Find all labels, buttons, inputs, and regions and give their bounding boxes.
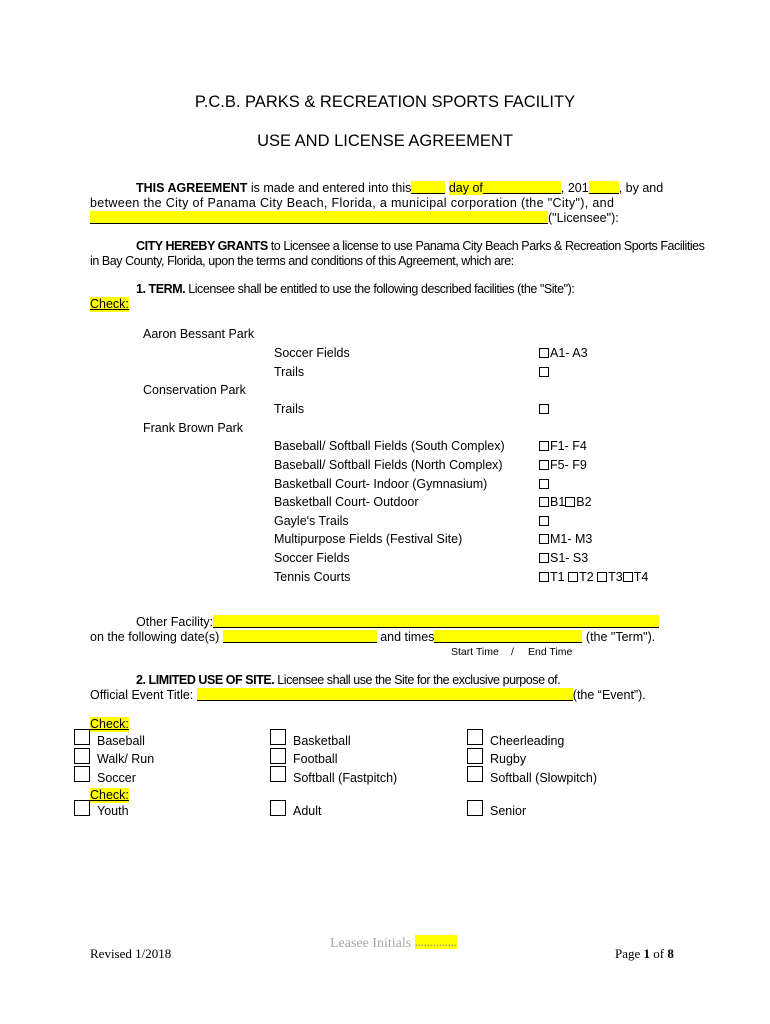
- document-title: P.C.B. PARKS & RECREATION SPORTS FACILITY: [194, 93, 576, 111]
- term-check-label: Check:: [90, 297, 129, 311]
- facility-option-row: [539, 477, 550, 492]
- month-field[interactable]: [483, 181, 561, 194]
- document-subtitle: USE AND LICENSE AGREEMENT: [257, 132, 513, 150]
- term-label: (the "Term").: [585, 630, 656, 644]
- checkbox-t3[interactable]: [597, 572, 607, 582]
- time-separator: /: [511, 646, 514, 658]
- event-title-line: [90, 688, 646, 703]
- dates-label: on the following date(s): [90, 630, 220, 644]
- intro-lead-text: is made and entered into this: [247, 181, 412, 195]
- facility-soccer-fields-fb: Soccer Fields: [274, 551, 350, 565]
- sport-baseball: Baseball: [97, 734, 145, 748]
- day-of-label: day of: [448, 181, 483, 195]
- term-text: Licensee shall be entitled to use the following described facilities (the "Site"):: [185, 282, 575, 296]
- limited-use-text: Licensee shall use the Site for the exclusive purpose of.: [274, 673, 561, 687]
- checkbox-t2[interactable]: [568, 572, 578, 582]
- facility-option-row: B1 B2: [539, 495, 592, 510]
- age-senior: Senior: [490, 804, 527, 818]
- event-title-label: Official Event Title:: [90, 688, 194, 702]
- facility-basketball-outdoor: Basketball Court- Outdoor: [274, 495, 419, 509]
- facility-option-row: T1 T2 T3 T4: [539, 570, 648, 585]
- facility-option-row: S1- S3: [539, 551, 588, 566]
- sport-cheerleading: Cheerleading: [490, 734, 565, 748]
- event-title-field[interactable]: [197, 688, 573, 701]
- checkbox-walk-run[interactable]: [74, 748, 90, 764]
- sport-rugby: Rugby: [490, 752, 527, 766]
- facility-multipurpose: Multipurpose Fields (Festival Site): [274, 532, 463, 546]
- facility-soccer-fields-ab: Soccer Fields: [274, 346, 350, 360]
- page-number: Page 1 of 8: [615, 946, 674, 961]
- start-time-label: Start Time: [451, 646, 499, 658]
- checkbox-gayles-trails[interactable]: [539, 516, 549, 526]
- facility-trails-ab: Trails: [274, 365, 305, 379]
- checkbox-senior[interactable]: [467, 800, 483, 816]
- checkbox-t4[interactable]: [623, 572, 633, 582]
- leasee-initials-field[interactable]: ..............: [414, 935, 457, 949]
- grants-line-1: [136, 239, 705, 254]
- intro-lead: THIS AGREEMENT: [136, 181, 248, 195]
- checkbox-cheerleading[interactable]: [467, 729, 483, 745]
- sport-check-label: Check:: [90, 717, 129, 731]
- limited-use-line: [136, 673, 560, 688]
- other-facility-label: Other Facility:: [136, 615, 214, 629]
- checkbox-trails-cp[interactable]: [539, 404, 549, 414]
- park-aaron-bessant: Aaron Bessant Park: [143, 327, 255, 341]
- checkbox-youth[interactable]: [74, 800, 90, 816]
- age-youth: Youth: [97, 804, 129, 818]
- facility-option-row: [539, 402, 550, 417]
- checkbox-b1[interactable]: [539, 497, 549, 507]
- grants-lead: CITY HEREBY GRANTS: [136, 239, 268, 253]
- end-time-label: End Time: [528, 646, 573, 658]
- leasee-initials-label: Leasee Initials: [330, 936, 412, 951]
- checkbox-softball-slowpitch[interactable]: [467, 766, 483, 782]
- revised-date: Revised 1/2018: [90, 946, 172, 961]
- checkbox-a1-a3[interactable]: [539, 348, 549, 358]
- age-adult: Adult: [293, 804, 322, 818]
- checkbox-basketball[interactable]: [270, 729, 286, 745]
- sport-soccer: Soccer: [97, 771, 136, 785]
- facility-trails-cp: Trails: [274, 402, 305, 416]
- term-line: [136, 282, 574, 297]
- sport-walk-run: Walk/ Run: [97, 752, 155, 766]
- grants-line-2: in Bay County, Florida, upon the terms and conditions of this Agreement, which are:: [90, 254, 514, 268]
- intro-line-1: [136, 181, 663, 196]
- event-suffix: (the “Event”).: [572, 688, 646, 702]
- dates-line: [90, 630, 655, 645]
- checkbox-trails-ab[interactable]: [539, 367, 549, 377]
- checkbox-baseball[interactable]: [74, 729, 90, 745]
- year-prefix: , 201: [560, 181, 589, 195]
- facility-option-row: A1- A3: [539, 346, 588, 361]
- facility-option-row: F5- F9: [539, 458, 587, 473]
- facility-basketball-indoor: Basketball Court- Indoor (Gymnasium): [274, 477, 488, 491]
- day-field[interactable]: [411, 181, 445, 194]
- facility-baseball-north: Baseball/ Softball Fields (North Complex): [274, 458, 503, 472]
- by-and-label: , by and: [618, 181, 664, 195]
- checkbox-f1-f4[interactable]: [539, 441, 549, 451]
- licensee-name-field[interactable]: [90, 211, 548, 224]
- times-field[interactable]: [434, 630, 582, 643]
- facility-option-row: [539, 365, 550, 380]
- sport-softball-slowpitch: Softball (Slowpitch): [490, 771, 597, 785]
- facility-baseball-south: Baseball/ Softball Fields (South Complex): [274, 439, 505, 453]
- term-heading: 1. TERM.: [136, 282, 186, 296]
- facility-tennis-courts: Tennis Courts: [274, 570, 351, 584]
- facility-gayles-trails: Gayle's Trails: [274, 514, 349, 528]
- other-facility-field[interactable]: [213, 615, 659, 628]
- intro-line-2: between the City of Panama City Beach, Florida, a municipal corporation (the "City"), and: [90, 196, 615, 210]
- sport-softball-fastpitch: Softball (Fastpitch): [293, 771, 398, 785]
- checkbox-s1-s3[interactable]: [539, 553, 549, 563]
- intro-line-3: [90, 211, 619, 226]
- facility-option-row: M1- M3: [539, 532, 592, 547]
- dates-field[interactable]: [223, 630, 377, 643]
- age-check-label: Check:: [90, 788, 129, 802]
- sport-football: Football: [293, 752, 338, 766]
- facility-option-row: [539, 514, 550, 529]
- checkbox-soccer[interactable]: [74, 766, 90, 782]
- times-label: and times: [380, 630, 435, 644]
- facility-option-row: F1- F4: [539, 439, 587, 454]
- checkbox-gymnasium[interactable]: [539, 479, 549, 489]
- checkbox-rugby[interactable]: [467, 748, 483, 764]
- checkbox-m1-m3[interactable]: [539, 534, 549, 544]
- checkbox-b2[interactable]: [565, 497, 575, 507]
- year-field[interactable]: [589, 181, 619, 194]
- licensee-label: ("Licensee"):: [548, 211, 619, 225]
- grants-text-1: to Licensee a license to use Panama City Beach Parks & Recreation Sports Facilities: [267, 239, 705, 253]
- checkbox-adult[interactable]: [270, 800, 286, 816]
- leasee-initials: [330, 935, 457, 953]
- checkbox-football[interactable]: [270, 748, 286, 764]
- sport-basketball: Basketball: [293, 734, 351, 748]
- checkbox-t1[interactable]: [539, 572, 549, 582]
- other-facility-line: [136, 615, 659, 630]
- limited-use-heading: 2. LIMITED USE OF SITE.: [136, 673, 275, 687]
- checkbox-softball-fastpitch[interactable]: [270, 766, 286, 782]
- park-frank-brown: Frank Brown Park: [143, 421, 244, 435]
- park-conservation: Conservation Park: [143, 383, 246, 397]
- checkbox-f5-f9[interactable]: [539, 460, 549, 470]
